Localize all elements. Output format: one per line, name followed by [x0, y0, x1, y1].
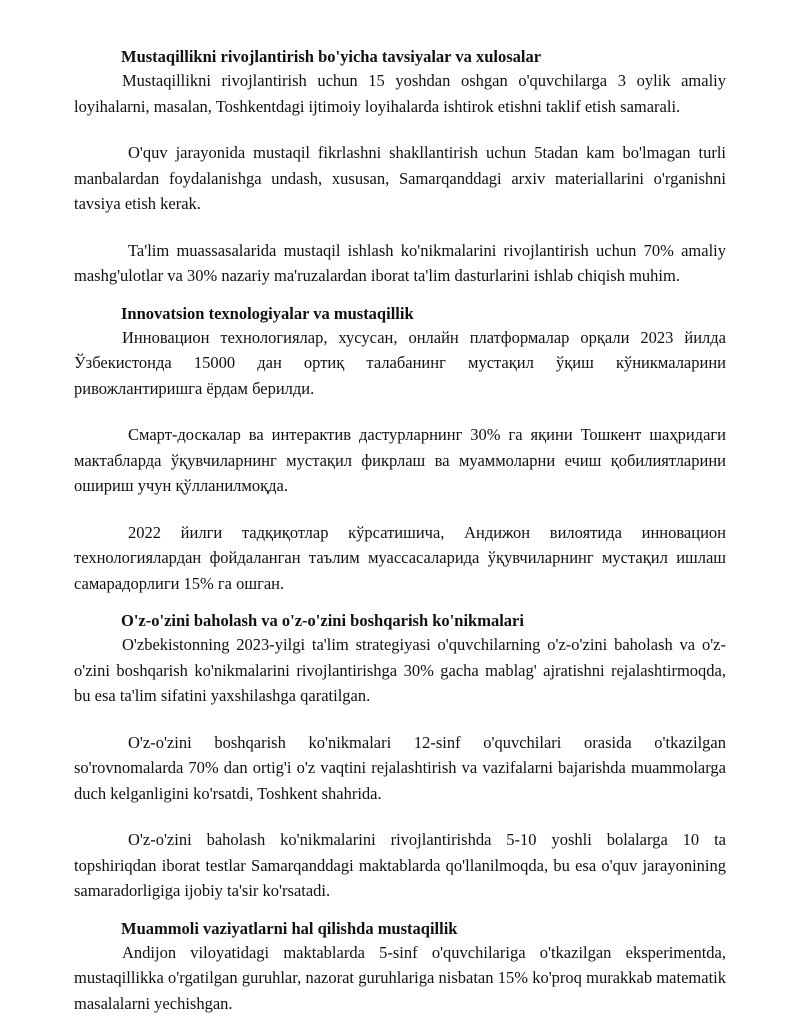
paragraph: Mustaqillikni rivojlantirish uchun 15 yoshdan oshgan o'quvchilarga 3 oylik amaliy loyihalarni, masalan, Toshkentdagi ijtimoiy loyihalarda ishtirok etishni taklif etish samarali. [74, 71, 726, 116]
section-self-assessment [74, 610, 726, 904]
section-heading: Mustaqillikni rivojlantirish bo'yicha tavsiyalar va xulosalar [121, 47, 542, 66]
document-page [74, 46, 726, 1016]
paragraph: O'zbekistonning 2023-yilgi ta'lim strategiyasi o'quvchilarning o'z-o'zini baholash va o'z-o'zini boshqarish ko'nikmalarini rivojlantirishga 30% gacha mablag' ajratishni rejalashtirmoqda, bu esa ta'lim sifatini yaxshilashga qaratilgan. [74, 635, 726, 705]
paragraph: 2022 йилги тадқиқотлар кўрсатишича, Андижон вилоятида инновацион технологиялардан фойдаланган таълим муассасаларида ўқувчиларнинг мустақил ишлаш самарадорлиги 15% га ошган. [74, 522, 726, 593]
paragraph: Инновацион технологиялар, хусусан, онлайн платформалар орқали 2023 йилда Ўзбекистонда 15000 дан ортиқ талабанинг мустақил ўқиш кўникмаларини ривожлантиришга ёрдам берилди. [74, 327, 726, 398]
section-heading: O'z-o'zini baholash va o'z-o'zini boshqarish ko'nikmalari [121, 611, 524, 630]
section-problem-solving [74, 918, 726, 1017]
section-innovation [74, 303, 726, 597]
paragraph: O'quv jarayonida mustaqil fikrlashni shakllantirish uchun 5tadan kam bo'lmagan turli manbalardan foydalanishga undash, xususan, Samarqanddagi arxiv materiallarini o'rganishni tavsiya etish kerak. [74, 143, 726, 213]
paragraph: O'z-o'zini boshqarish ko'nikmalari 12-sinf o'quvchilari orasida o'tkazilgan so'rovnomalarda 70% dan ortig'i o'z vaqtini rejalashtirish va vazifalarni bajarishda muammolarga duch kelganligini ko'rsatdi, Toshkent shahrida. [74, 732, 726, 803]
section-heading: Muammoli vaziyatlarni hal qilishda mustaqillik [121, 918, 458, 938]
paragraph: O'z-o'zini baholash ko'nikmalarini rivojlantirishda 5-10 yoshli bolalarga 10 ta topshiriqdan iborat testlar Samarqanddagi maktablarda qo'llanilmoqda, bu esa o'quv jarayonining samaradorligiga ijobiy ta'sir ko'rsatadi. [74, 830, 726, 900]
paragraph: Andijon viloyatidagi maktablarda 5-sinf o'quvchilariga o'tkazilgan eksperimentda, mustaqillikka o'rgatilgan guruhlar, nazorat guruhlariga nisbatan 15% ko'proq murakkab matematik masalalarni yechishgan. [74, 942, 726, 1013]
section-recommendations [74, 46, 726, 289]
paragraph: Смарт-доскалар ва интерактив дастурларнинг 30% га яқини Тошкент шаҳридаги мактабларда ўқувчиларнинг мустақил фикрлаш ва муаммоларни ечиш қобилиятларини ошириш учун қўлланилмоқда. [74, 425, 726, 495]
paragraph: Ta'lim muassasalarida mustaqil ishlash ko'nikmalarini rivojlantirish uchun 70% amaliy mashg'ulotlar va 30% nazariy ma'ruzalardan iborat ta'lim dasturlarini ishlab chiqish muhim. [74, 240, 726, 285]
section-heading: Innovatsion texnologiyalar va mustaqillik [121, 303, 414, 323]
